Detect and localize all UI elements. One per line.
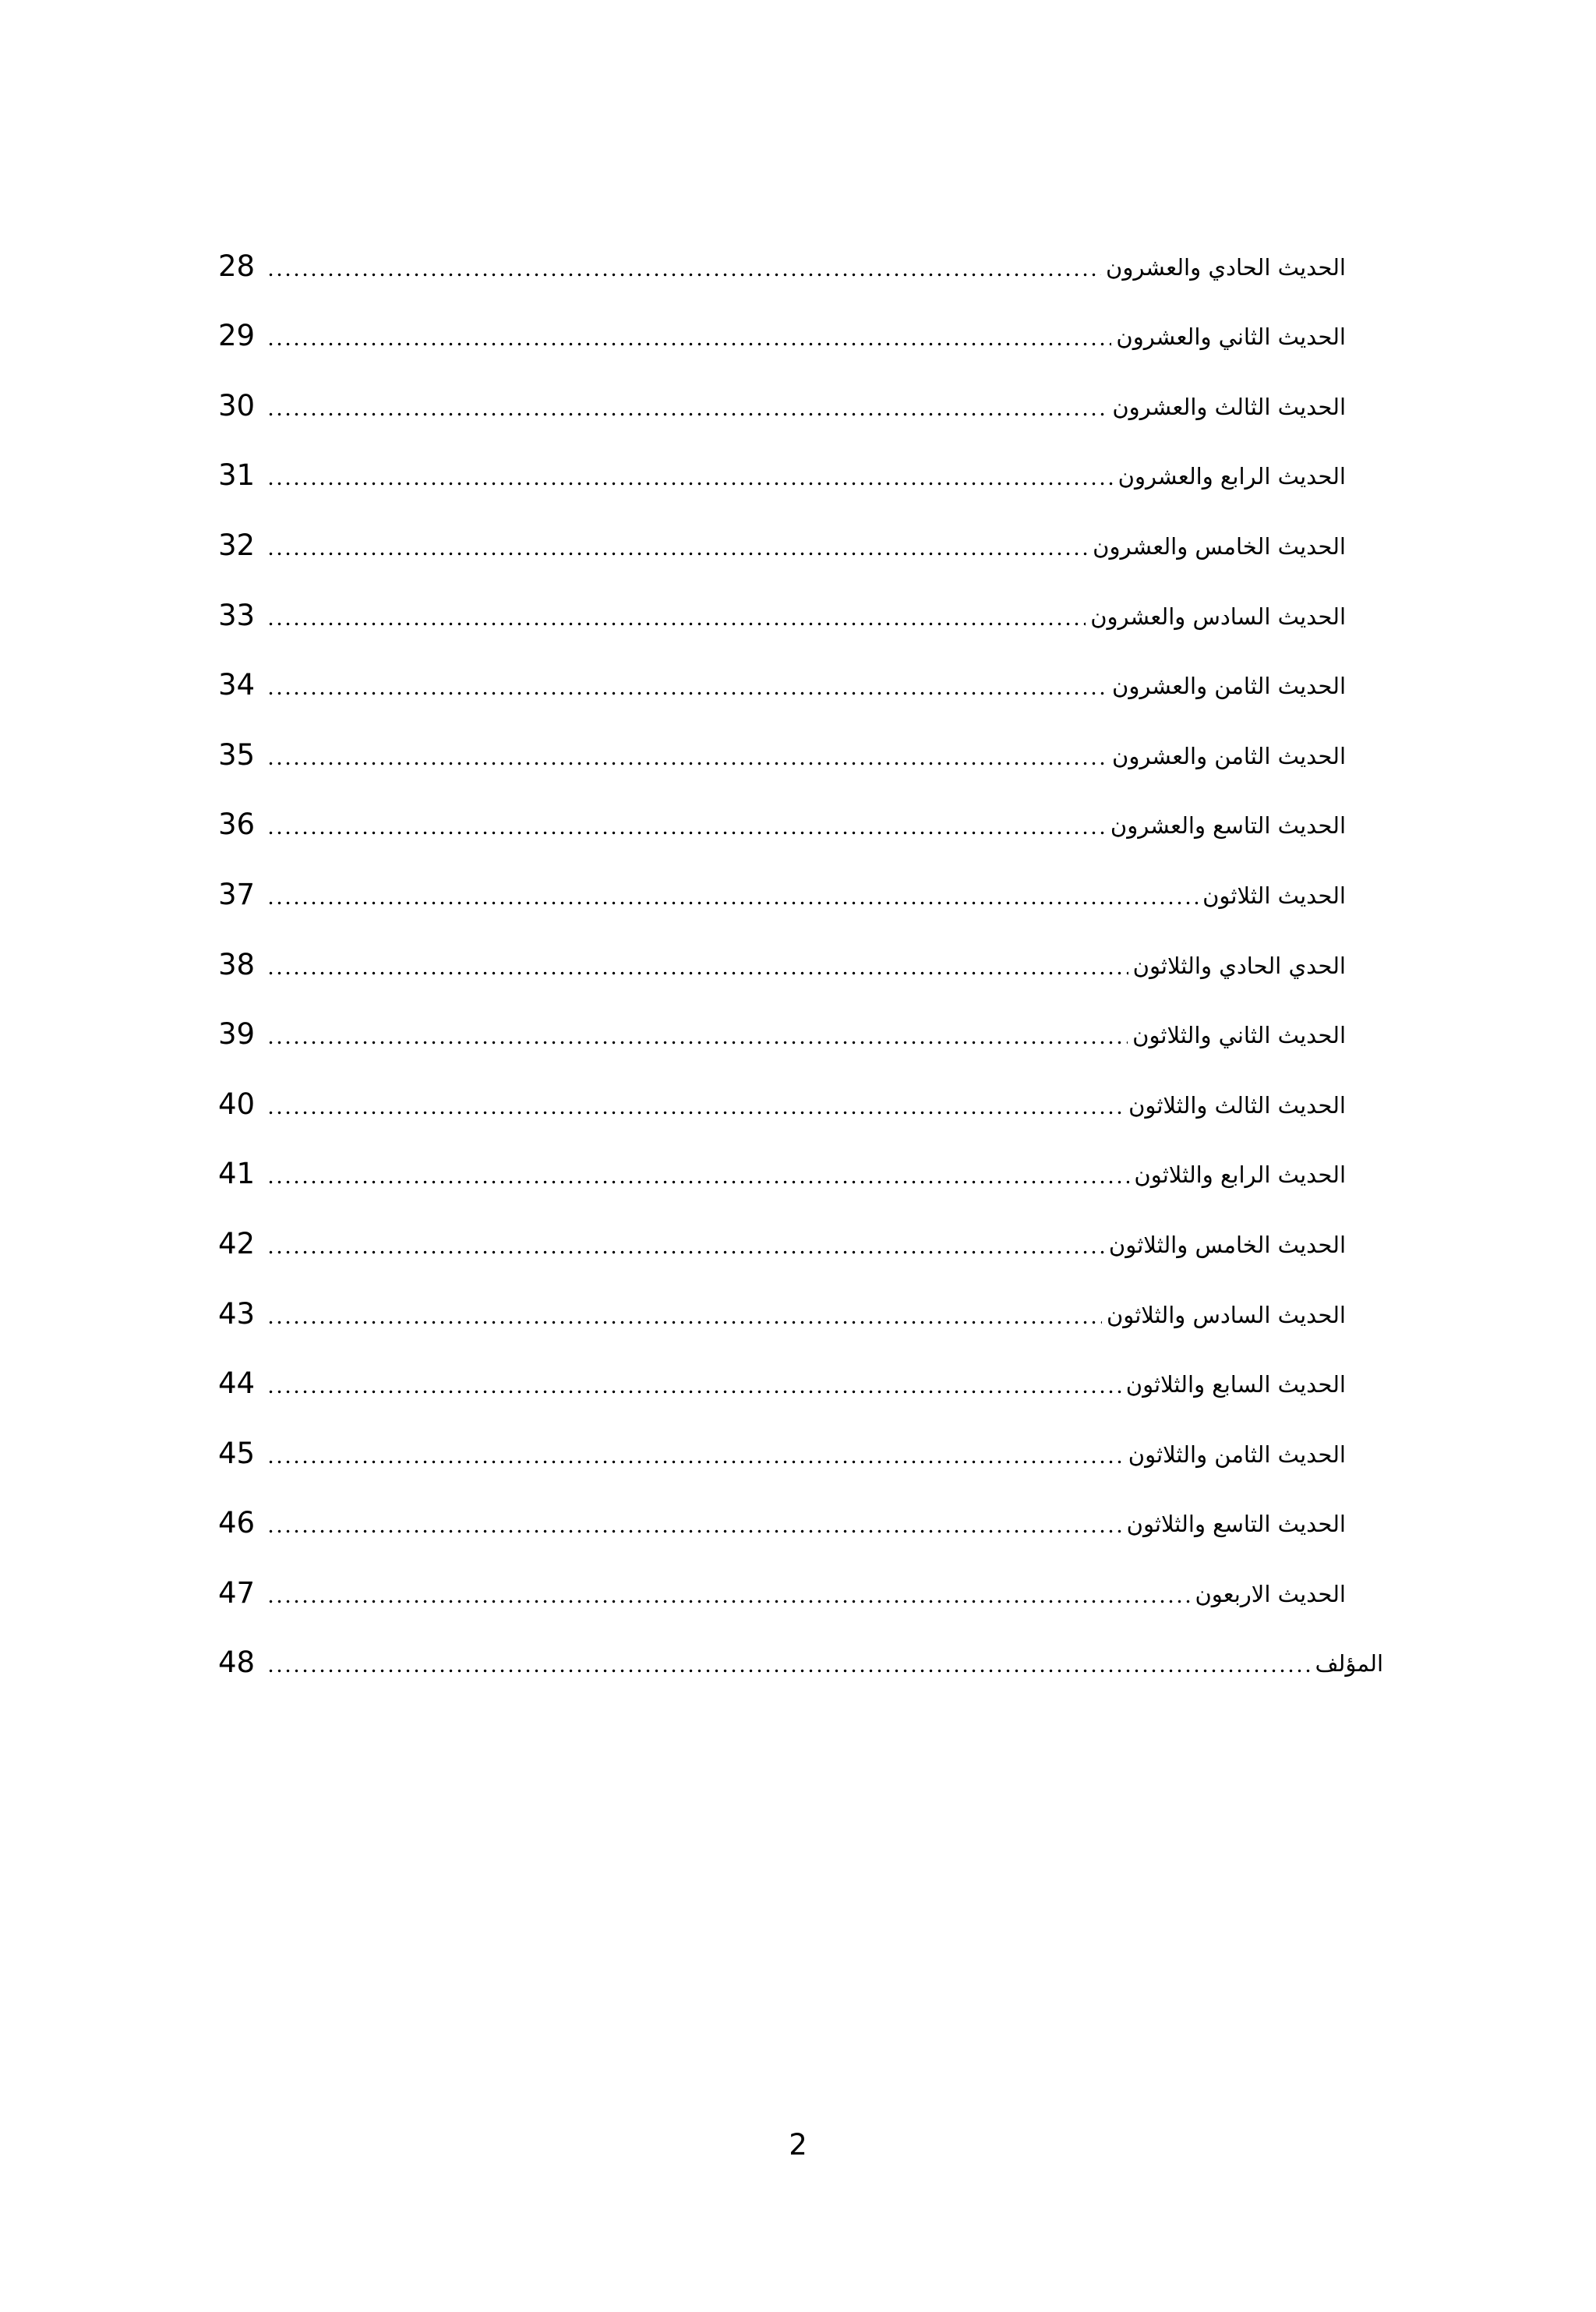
- toc-entry-title: الحديث الخامس والعشرون: [1093, 536, 1346, 566]
- toc-entry-page: 46: [218, 1506, 256, 1540]
- toc-entry-title: الحديث الثامن والثلاثون: [1128, 1444, 1346, 1474]
- toc-entry-title: الحديث الرابع والعشرون: [1118, 465, 1346, 496]
- toc-entry-title: الحديث الثامن والعشرون: [1112, 675, 1346, 705]
- toc-dot-leader: [267, 1086, 1124, 1117]
- toc-entry[interactable]: [218, 566, 1383, 636]
- toc-entry-page: 40: [218, 1087, 256, 1121]
- toc-entry-title: الحديث الثاني والثلاثون: [1132, 1024, 1346, 1055]
- toc-entry-title: الحديث الثالث والعشرون: [1112, 396, 1346, 426]
- toc-dot-leader: [267, 457, 1114, 488]
- toc-entry-title: المؤلف: [1315, 1653, 1384, 1683]
- toc-dot-leader: [267, 1435, 1124, 1466]
- toc-entry[interactable]: [218, 496, 1383, 566]
- toc-entry-title: الحديث التاسع والعشرون: [1110, 815, 1346, 845]
- toc-dot-leader: [267, 666, 1107, 698]
- toc-entry-page: 31: [218, 458, 256, 493]
- toc-entry-title: الحديث الثامن والعشرون: [1112, 745, 1346, 776]
- toc-entry-page: 30: [218, 388, 256, 422]
- toc-entry-page: 36: [218, 808, 256, 842]
- toc-entry-title: الحديث السابع والثلاثون: [1126, 1373, 1346, 1404]
- toc-entry-title: الحديث الحادي والعشرون: [1106, 256, 1346, 287]
- toc-entry-title: الحدي الحادي والثلاثون: [1133, 955, 1346, 985]
- toc-entry[interactable]: [218, 636, 1383, 706]
- toc-entry[interactable]: [218, 985, 1383, 1055]
- toc-entry-page: 41: [218, 1157, 256, 1191]
- toc-dot-leader: [267, 597, 1086, 628]
- toc-entry[interactable]: [218, 1264, 1383, 1335]
- toc-dot-leader: [267, 1504, 1122, 1536]
- toc-entry[interactable]: [218, 1614, 1383, 1684]
- toc-entry-page: 28: [218, 249, 256, 283]
- toc-entry[interactable]: [218, 217, 1383, 287]
- toc-entry-page: 39: [218, 1017, 256, 1052]
- toc-entry-title: الحديث الرابع والثلاثون: [1134, 1164, 1346, 1194]
- toc-dot-leader: [267, 387, 1107, 419]
- toc-entry[interactable]: [218, 776, 1383, 846]
- toc-entry-page: 33: [218, 598, 256, 632]
- toc-dot-leader: [267, 248, 1101, 279]
- toc-entry-page: 47: [218, 1575, 256, 1610]
- table-of-contents: [218, 217, 1383, 1683]
- toc-dot-leader: [267, 1575, 1190, 1606]
- toc-entry[interactable]: [218, 845, 1383, 915]
- toc-dot-leader: [267, 737, 1107, 768]
- toc-dot-leader: [267, 876, 1198, 907]
- toc-entry-page: 44: [218, 1366, 256, 1401]
- toc-entry-title: الحديث السادس والعشرون: [1090, 606, 1346, 636]
- page-number: 2: [789, 2128, 807, 2162]
- toc-entry-title: الحديث الثلاثون: [1202, 885, 1346, 915]
- toc-dot-leader: [267, 1296, 1102, 1327]
- toc-entry-page: 35: [218, 737, 256, 772]
- toc-entry-title: الحديث الاربعون: [1195, 1583, 1346, 1614]
- toc-entry-page: 32: [218, 528, 256, 562]
- toc-entry[interactable]: [218, 1125, 1383, 1195]
- toc-entry-page: 45: [218, 1436, 256, 1470]
- toc-dot-leader: [267, 1155, 1129, 1186]
- toc-dot-leader: [267, 946, 1128, 977]
- toc-entry-page: 34: [218, 668, 256, 702]
- toc-entry[interactable]: [218, 356, 1383, 426]
- toc-dot-leader: [267, 317, 1111, 348]
- toc-entry-title: الحديث الخامس والثلاثون: [1109, 1234, 1346, 1264]
- toc-entry[interactable]: [218, 1194, 1383, 1264]
- toc-entry[interactable]: [218, 1055, 1383, 1125]
- toc-entry-page: 42: [218, 1226, 256, 1260]
- toc-dot-leader: [267, 1225, 1104, 1257]
- toc-entry-title: الحديث السادس والثلاثون: [1107, 1304, 1346, 1335]
- toc-entry[interactable]: [218, 1543, 1383, 1614]
- toc-entry-title: الحديث التاسع والثلاثون: [1127, 1513, 1346, 1543]
- toc-entry-title: الحديث الثالث والثلاثون: [1128, 1094, 1346, 1125]
- toc-entry[interactable]: [218, 1404, 1383, 1474]
- toc-entry-page: 38: [218, 947, 256, 981]
- toc-entry-title: الحديث الثاني والعشرون: [1116, 326, 1346, 356]
- toc-entry[interactable]: [218, 705, 1383, 776]
- toc-entry-page: 37: [218, 877, 256, 911]
- toc-dot-leader: [267, 806, 1106, 837]
- toc-entry[interactable]: [218, 915, 1383, 985]
- toc-dot-leader: [267, 1365, 1121, 1396]
- toc-entry[interactable]: [218, 1335, 1383, 1405]
- toc-dot-leader: [267, 527, 1088, 558]
- toc-dot-leader: [267, 1016, 1128, 1047]
- toc-entry[interactable]: [218, 426, 1383, 497]
- toc-dot-leader: [267, 1644, 1311, 1675]
- toc-entry-page: 48: [218, 1646, 256, 1680]
- toc-entry[interactable]: [218, 287, 1383, 357]
- toc-entry-page: 29: [218, 319, 256, 353]
- toc-entry[interactable]: [218, 1474, 1383, 1544]
- toc-entry-page: 43: [218, 1296, 256, 1331]
